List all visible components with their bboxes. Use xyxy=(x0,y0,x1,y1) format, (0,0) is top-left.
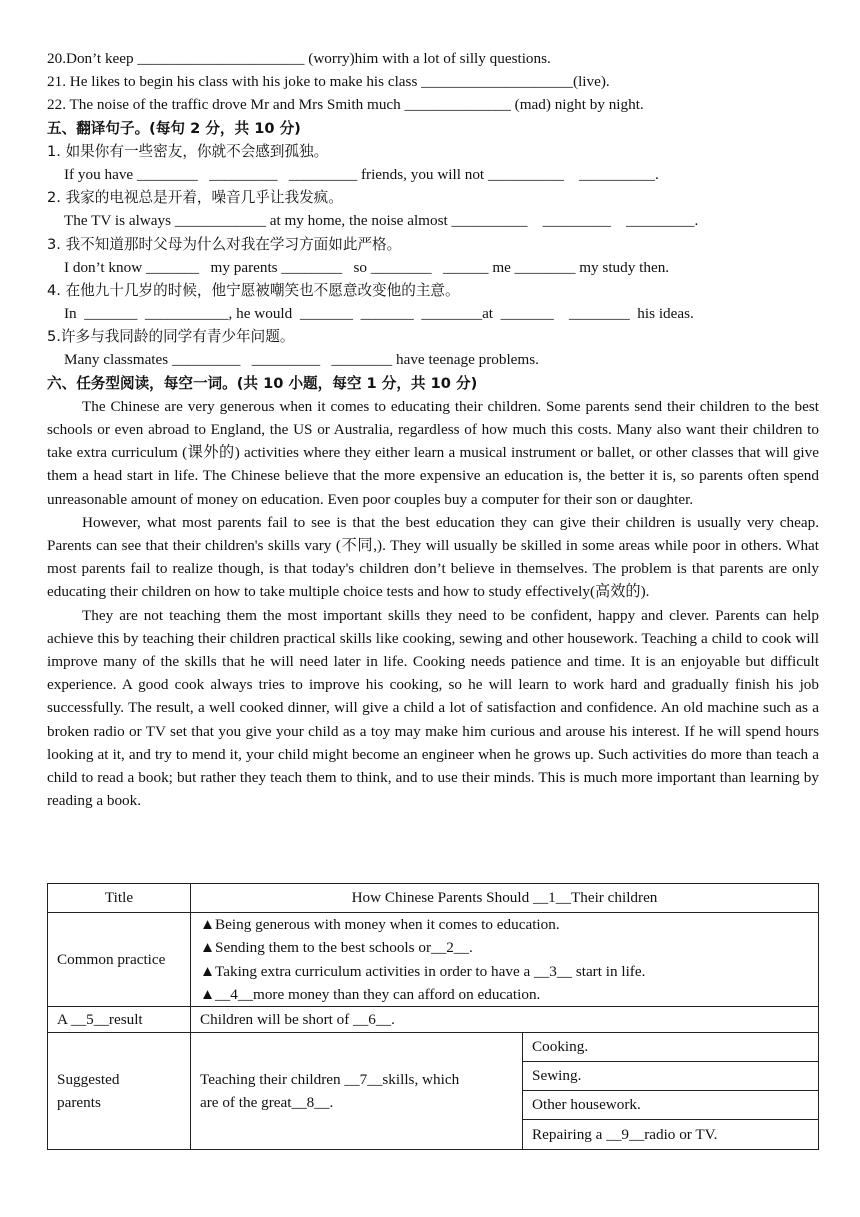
skill-sewing: Sewing. xyxy=(523,1062,819,1091)
table-row-suggested-1 xyxy=(48,1033,819,1062)
translation-1-chinese: 1. 如果你有一些密友，你就不会感到孤独。 xyxy=(47,142,329,160)
question-20: 20.Don’t keep ______________________ (worry)him with a lot of silly questions. xyxy=(47,50,551,67)
suggested-label-line-1: Suggested xyxy=(57,1070,120,1088)
suggested-text xyxy=(191,1033,523,1150)
common-item-2: ▲Sending them to the best schools or__2__. xyxy=(200,939,473,957)
translation-3-english: I don’t know _______ my parents ________ so ________ ______ me ________ my study then. xyxy=(64,258,670,276)
translation-5-chinese: 5.许多与我同龄的同学有青少年问题。 xyxy=(47,328,295,346)
skill-housework: Other housework. xyxy=(523,1091,819,1120)
table-row-result xyxy=(48,1007,819,1033)
common-practice-label: Common practice xyxy=(48,913,191,1007)
result-label: A __5__result xyxy=(48,1007,191,1033)
section-5-heading: 五、翻译句子。(每句 2 分，共 10 分) xyxy=(47,119,301,137)
section-6-heading: 六、任务型阅读，每空一词。(共 10 小题，每空 1 分，共 10 分) xyxy=(47,374,478,392)
table-row-title xyxy=(48,884,819,913)
common-item-4: ▲__4__more money than they can afford on education. xyxy=(200,985,541,1003)
translation-4-english: In _______ ___________, he would _______ _______ ________at _______ ________ his ideas. xyxy=(64,305,694,323)
table-row-common-practice xyxy=(48,913,819,1007)
title-value-cell: How Chinese Parents Should __1__Their children xyxy=(191,884,819,913)
suggested-text-line-2: are of the great__8__. xyxy=(200,1094,334,1111)
translation-4-chinese: 4. 在他九十几岁的时候，他宁愿被嘲笑也不愿意改变他的主意。 xyxy=(47,281,460,299)
suggested-label xyxy=(48,1033,191,1150)
reading-paragraph-3: They are not teaching them the most important skills they need to be confident, happy and clever. Parents can help achieve this by teaching their children practical skills like cooking, sewing and other housework. Teaching a child to cook will improve many of the skills that he will need later in life. Cooking needs patience and time. It is an enjoyable but difficult experience. A good cook always tries to improve his cooking, so he will learn to work hard and gradually finish his job successfully. The result, a well cooked dinner, will give a child a lot of satisfaction and confidence. An old machine such as a broken radio or TV set that you give your child as a toy may make him curious and arouse his interest. If he will spend hours looking at it, and try to mend it, your child might become an engineer when he grows up. Such activities do more than teach a child to read a book; but rather they teach them to think, and to use their minds. This is much more important than learning by reading a book. xyxy=(47,606,819,810)
skill-repairing: Repairing a __9__radio or TV. xyxy=(523,1120,819,1150)
reading-paragraph-1: The Chinese are very generous when it comes to educating their children. Some parents send their children to the best schools or even abroad to England, the US or Australia, regardless of how much this costs. Many also want their children to take extra curriculum (课外的) activities where they either learn a musical instrument or ballet, or other classes that will give them a head start in life. The Chinese believe that the more expensive an education is, the better it is, so parents often spend unreasonable amount of money on education. Even poor couples buy a computer for their son or daughter. xyxy=(47,397,819,508)
translation-2-chinese: 2. 我家的电视总是开着，噪音几乎让我发疯。 xyxy=(47,189,343,207)
task-reading-table xyxy=(47,883,819,1150)
suggested-label-line-2: parents xyxy=(57,1094,101,1111)
question-21: 21. He likes to begin his class with his joke to make his class ____________________(live). xyxy=(47,73,610,91)
translation-1-english: If you have ________ _________ _________ friends, you will not __________ __________. xyxy=(64,165,659,183)
result-value: Children will be short of __6__. xyxy=(191,1007,819,1033)
skill-cooking: Cooking. xyxy=(523,1033,819,1062)
translation-3-chinese: 3. 我不知道那时父母为什么对我在学习方面如此严格。 xyxy=(47,235,402,253)
common-practice-items xyxy=(191,913,819,1007)
title-label-cell: Title xyxy=(48,884,191,913)
worksheet-page xyxy=(47,47,819,812)
suggested-text-line-1: Teaching their children __7__skills, which xyxy=(200,1070,460,1088)
common-item-3: ▲Taking extra curriculum activities in order to have a __3__ start in life. xyxy=(200,962,646,980)
translation-2-english: The TV is always ____________ at my home, the noise almost __________ _________ _________. xyxy=(64,212,699,230)
common-item-1: ▲Being generous with money when it comes to education. xyxy=(200,916,560,934)
reading-paragraph-2: However, what most parents fail to see is that the best education they can give their children is usually very cheap. Parents can see that their children's skills vary (不同,). They will usually be skilled in some areas while poor in others. What most parents fail to realize though, is that today's children don’t believe in themselves. The problem is that parents are only educating their children on how to take multiple choice tests and how to study effectively(高效的). xyxy=(47,513,819,601)
question-22: 22. The noise of the traffic drove Mr and Mrs Smith much ______________ (mad) night by night. xyxy=(47,96,644,114)
translation-5-english: Many classmates _________ _________ ________ have teenage problems. xyxy=(64,351,539,369)
